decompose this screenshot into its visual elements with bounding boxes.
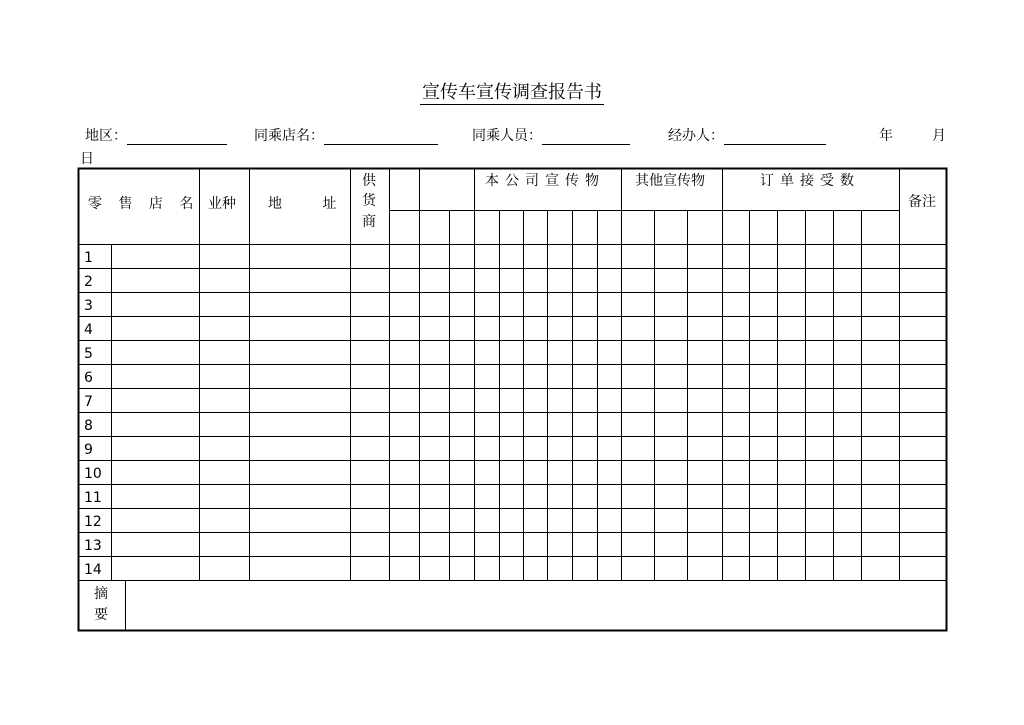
document-title: 宣传车宣传调查报告书 <box>422 82 602 103</box>
row-number: 1 <box>84 250 93 266</box>
header-address: 地 址 <box>268 196 337 212</box>
day-label: 日 <box>80 151 94 167</box>
row-number: 4 <box>84 322 93 338</box>
header-remarks: 备注 <box>908 194 936 210</box>
header-store-name: 零 售 店 名 <box>88 196 200 212</box>
header-supplier-1: 供 <box>362 173 376 189</box>
summary-label-2: 要 <box>94 607 108 623</box>
row-number: 13 <box>84 538 102 554</box>
store-label: 同乘店名： <box>254 128 324 144</box>
row-number: 10 <box>84 466 102 482</box>
row-number: 5 <box>84 346 93 362</box>
year-label: 年 <box>879 128 893 144</box>
header-supplier-3: 商 <box>362 214 376 230</box>
header-orders: 订单接受数 <box>760 173 860 189</box>
header-other-material: 其他宣传物 <box>635 173 705 189</box>
header-business-type: 业种 <box>208 196 236 212</box>
handler-label: 经办人： <box>668 128 724 144</box>
header-own-material: 本公司宣传物 <box>485 173 605 189</box>
month-label: 月 <box>932 128 946 144</box>
row-number: 3 <box>84 298 93 314</box>
person-label: 同乘人员： <box>472 128 542 144</box>
region-label: 地区： <box>85 128 127 144</box>
row-number: 2 <box>84 274 93 290</box>
row-number: 12 <box>84 514 102 530</box>
row-number: 6 <box>84 370 93 386</box>
row-number: 9 <box>84 442 93 458</box>
table-border <box>79 169 947 631</box>
row-number: 8 <box>84 418 93 434</box>
row-number: 7 <box>84 394 93 410</box>
row-number: 14 <box>84 562 102 578</box>
row-number: 11 <box>84 490 102 506</box>
summary-label-1: 摘 <box>94 586 108 602</box>
header-supplier-2: 货 <box>362 193 376 209</box>
